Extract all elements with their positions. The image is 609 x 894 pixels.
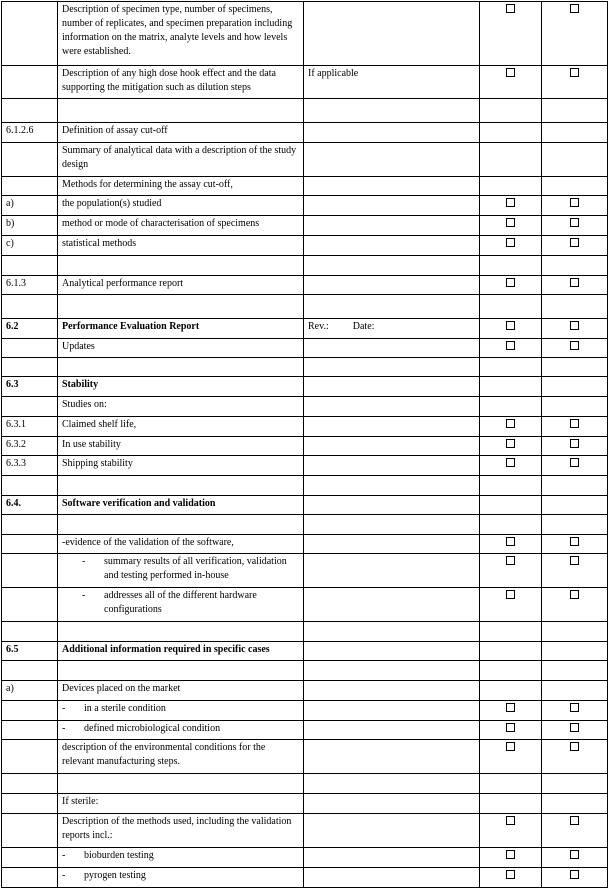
table-row [2,701,608,721]
checkbox[interactable] [570,419,579,428]
row-text [58,721,304,740]
checkbox[interactable] [506,278,515,287]
row-text: Claimed shelf life, [58,417,304,437]
bullet-text: defined microbiological condition [84,723,221,734]
bullet-dash: - [62,723,66,734]
spacer-row [2,99,608,123]
table-row [2,236,608,256]
table-row [2,216,608,236]
row-text: Shipping stability [58,456,304,476]
table-row [2,535,608,554]
section-number: 6.3.1 [2,417,58,437]
section-number: 6.5 [2,642,58,661]
checkbox[interactable] [506,870,515,879]
row-text [58,554,304,588]
row-text: description of the environmental conditions for the relevant manufacturing steps. [58,740,304,774]
section-title: Stability [58,377,304,397]
bullet-text: summary results of all verification, validation and testing performed in-house [104,556,287,581]
checkbox[interactable] [506,68,515,77]
checkbox[interactable] [570,439,579,448]
spacer-row [2,774,608,794]
checkbox[interactable] [570,218,579,227]
item-letter: a) [2,196,58,216]
section-number: 6.2 [2,319,58,339]
row-text: Summary of analytical data with a description of the study design [58,143,304,177]
checkbox[interactable] [570,238,579,247]
table-row [2,814,608,848]
checkbox[interactable] [570,723,579,732]
checkbox[interactable] [570,556,579,565]
table-row [2,196,608,216]
section-number: 6.3.2 [2,437,58,456]
checkbox[interactable] [570,590,579,599]
row-text: -evidence of the validation of the software, [58,535,304,554]
section-title: Definition of assay cut-off [58,123,304,143]
checkbox[interactable] [570,198,579,207]
row-note: If applicable [304,66,480,99]
table-row [2,794,608,814]
table-row [2,339,608,358]
row-text [58,588,304,622]
bullet-text: in a sterile condition [84,703,166,714]
table-row [2,496,608,515]
table-row [2,721,608,740]
table-row [2,868,608,888]
checkbox[interactable] [570,458,579,467]
bullet-dash: - [82,590,86,601]
row-text: method or mode of characterisation of specimens [58,216,304,236]
section-number: 6.1.3 [2,276,58,295]
checkbox[interactable] [506,419,515,428]
section-title: Additional information required in specific cases [58,642,304,661]
section-title: Performance Evaluation Report [58,319,304,339]
section-number: 6.4. [2,496,58,515]
checkbox[interactable] [506,458,515,467]
checkbox[interactable] [570,68,579,77]
checkbox[interactable] [570,703,579,712]
table-row [2,456,608,476]
checkbox[interactable] [506,850,515,859]
table-row [2,397,608,417]
section-number: 6.3 [2,377,58,397]
checkbox[interactable] [506,341,515,350]
table-row [2,319,608,339]
table-row [2,66,608,99]
bullet-text: pyrogen testing [84,870,146,881]
checkbox[interactable] [570,537,579,546]
table-row [2,554,608,588]
spacer-row [2,476,608,496]
checkbox[interactable] [506,703,515,712]
row-text [58,848,304,868]
row-text: Description of specimen type, number of specimens, number of replicates, and specimen preparation including information on the matrix, analyte levels and how levels were established. [58,2,304,66]
row-text: Updates [58,339,304,358]
spacer-row [2,256,608,276]
spacer-row [2,515,608,535]
table-row [2,417,608,437]
spacer-row [2,661,608,681]
checkbox[interactable] [506,537,515,546]
checkbox[interactable] [506,4,515,13]
table-row [2,377,608,397]
row-text: If sterile: [58,794,304,814]
row-text: statistical methods [58,236,304,256]
checkbox[interactable] [570,341,579,350]
checkbox[interactable] [570,4,579,13]
date-label: Date: [352,321,375,332]
bullet-dash: - [62,850,66,861]
table-row [2,681,608,701]
checkbox[interactable] [506,218,515,227]
checkbox[interactable] [506,556,515,565]
item-letter: a) [2,681,58,701]
table-row [2,2,608,66]
row-text: Description of any high dose hook effect and the data supporting the mitigation such as dilution steps [58,66,304,99]
checkbox[interactable] [506,321,515,330]
row-text: In use stability [58,437,304,456]
rev-date [304,319,480,339]
table-row [2,588,608,622]
row-text: Methods for determining the assay cut-off, [58,177,304,196]
item-letter: b) [2,216,58,236]
table-row [2,123,608,143]
table-row [2,848,608,868]
table-row [2,177,608,196]
checkbox[interactable] [506,439,515,448]
section-title: Software verification and validation [58,496,304,515]
table-row [2,642,608,661]
bullet-dash: - [62,703,66,714]
checkbox[interactable] [506,723,515,732]
checkbox[interactable] [506,742,515,751]
bullet-dash: - [82,556,86,567]
checkbox[interactable] [506,816,515,825]
row-text: Description of the methods used, including the validation reports incl.: [58,814,304,848]
checkbox[interactable] [570,870,579,879]
section-number: 6.3.3 [2,456,58,476]
spacer-row [2,295,608,319]
checkbox[interactable] [570,850,579,859]
checkbox[interactable] [506,198,515,207]
section-title: Analytical performance report [58,276,304,295]
bullet-text: bioburden testing [84,850,154,861]
rev-label: Rev.: [308,321,329,332]
checkbox[interactable] [570,816,579,825]
table-row [2,276,608,295]
checklist-table [1,1,608,888]
section-number: 6.1.2.6 [2,123,58,143]
spacer-row [2,622,608,642]
table-row [2,143,608,177]
table-row [2,740,608,774]
row-text: Studies on: [58,397,304,417]
row-text: the population(s) studied [58,196,304,216]
row-text [58,701,304,721]
row-text [58,868,304,888]
checkbox[interactable] [570,321,579,330]
checkbox[interactable] [506,238,515,247]
item-letter: c) [2,236,58,256]
table-row [2,437,608,456]
checkbox[interactable] [506,590,515,599]
bullet-text: addresses all of the different hardware configurations [104,590,257,615]
row-text: Devices placed on the market [58,681,304,701]
checkbox[interactable] [570,278,579,287]
spacer-row [2,358,608,377]
bullet-dash: - [62,870,66,881]
checkbox[interactable] [570,742,579,751]
